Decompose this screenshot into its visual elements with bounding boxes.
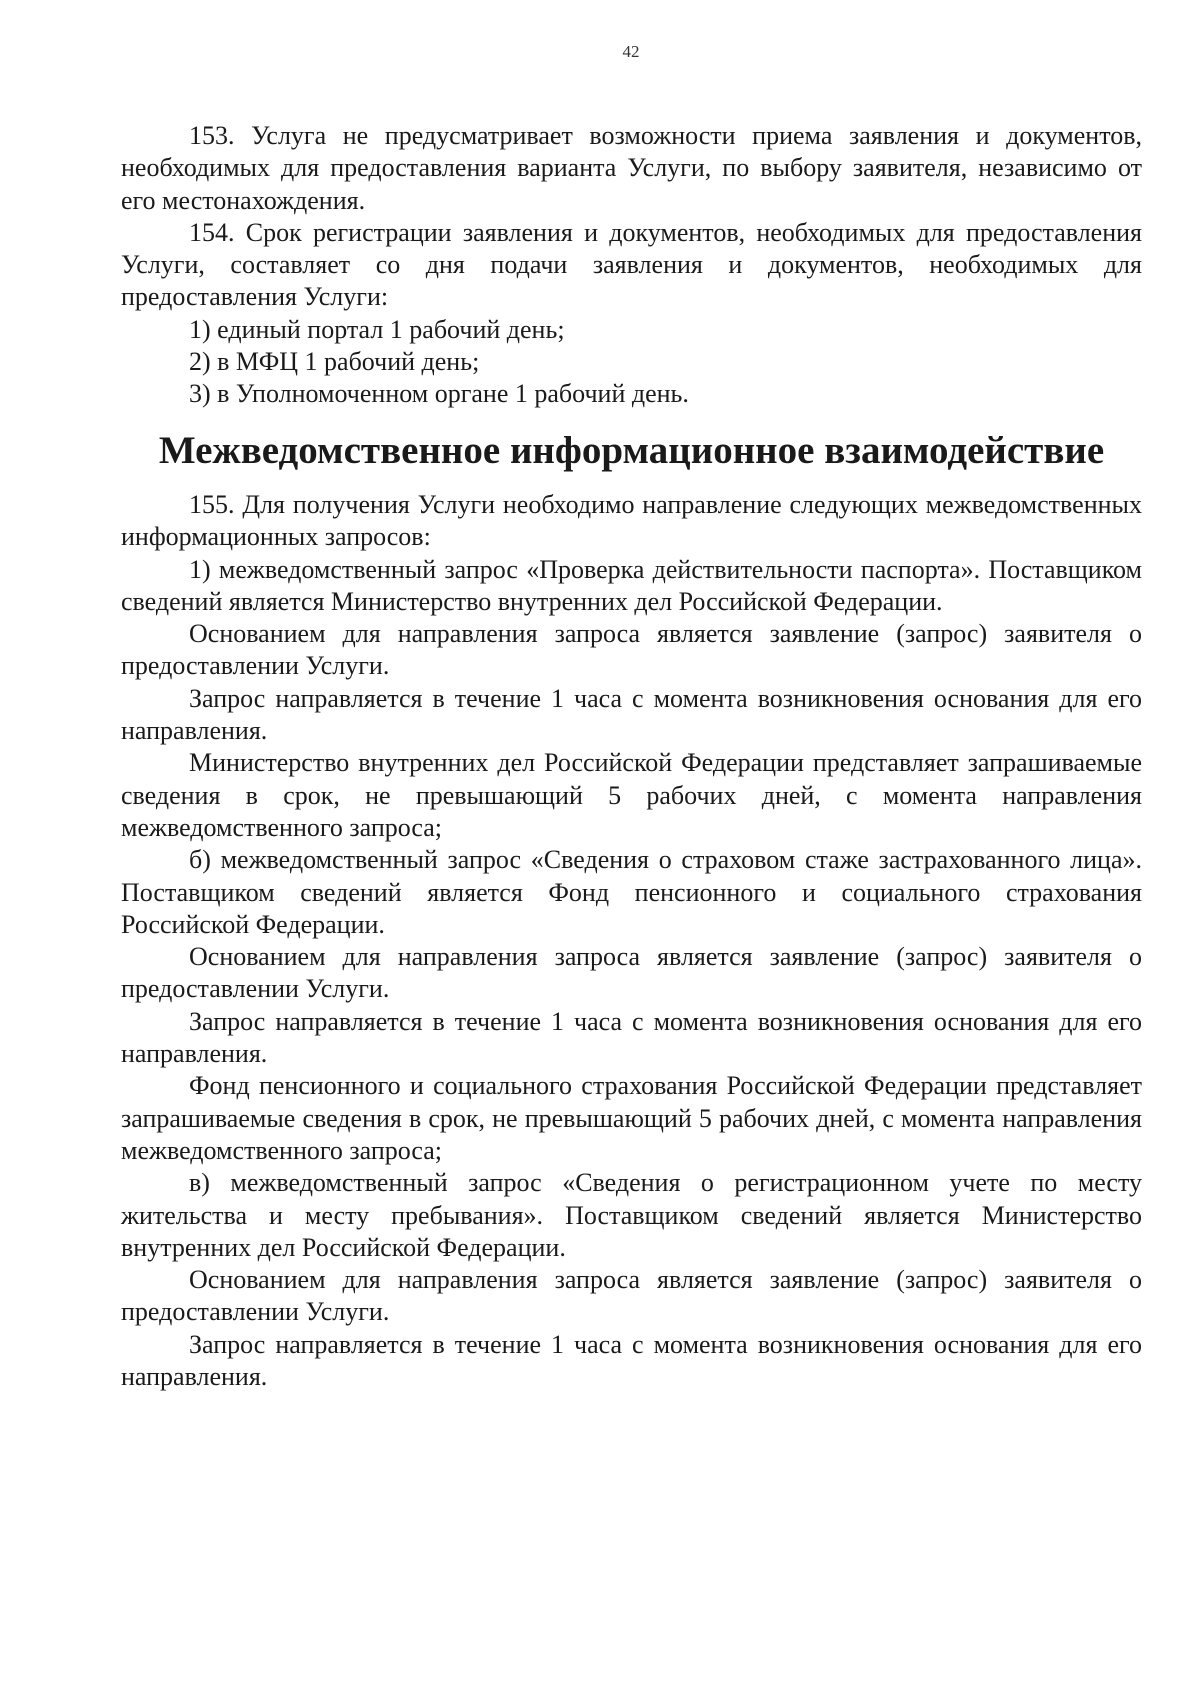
document-body xyxy=(121,120,1142,1393)
request-2-response: Фонд пенсионного и социального страхования Российской Федерации представляет запрашиваемые сведения в срок, не превышающий 5 рабочих дней, с момента направления межведомственного запроса; xyxy=(121,1071,1142,1165)
request-3-timing: Запрос направляется в течение 1 часа с момента возникновения основания для его направления. xyxy=(121,1329,1142,1391)
request-1-response: Министерство внутренних дел Российской Федерации представляет запрашиваемые сведения в срок, не превышающий 5 рабочих дней, с момента направления межведомственного запроса; xyxy=(121,748,1142,842)
page-number: 42 xyxy=(622,42,640,61)
request-1-timing: Запрос направляется в течение 1 часа с момента возникновения основания для его направления. xyxy=(121,683,1142,746)
request-2-title: б) межведомственный запрос «Сведения о страховом стаже застрахованного лица». Поставщиком сведений является Фонд пенсионного и социального страхования Российской Федерации. xyxy=(121,845,1142,939)
list-item: 3) в Уполномоченном органе 1 рабочий день. xyxy=(189,379,689,409)
list-item: 2) в МФЦ 1 рабочий день; xyxy=(189,347,480,377)
list-item: 1) единый портал 1 рабочий день; xyxy=(189,314,565,344)
request-1-title: 1) межведомственный запрос «Проверка действительности паспорта». Поставщиком сведений является Министерство внутренних дел Российской Федерации. xyxy=(121,554,1142,616)
request-1-basis: Основанием для направления запроса является заявление (запрос) заявителя о предоставлении Услуги. xyxy=(121,619,1142,681)
paragraph-154: 154. Срок регистрации заявления и документов, необходимых для предоставления Услуги, составляет со дня подачи заявления и документов, необходимых для предоставления Услуги: xyxy=(121,217,1142,312)
paragraph-153: 153. Услуга не предусматривает возможности приема заявления и документов, необходимых для предоставления варианта Услуги, по выбору заявителя, независимо от его местонахождения. xyxy=(121,121,1142,215)
request-2-timing: Запрос направляется в течение 1 часа с момента возникновения основания для его направления. xyxy=(121,1006,1142,1069)
request-3-title: в) межведомственный запрос «Сведения о регистрационном учете по месту жительства и месту пребывания». Поставщиком сведений является Министерство внутренних дел Российской Федерации. xyxy=(121,1168,1142,1262)
paragraph-155: 155. Для получения Услуги необходимо направление следующих межведомственных информационных запросов: xyxy=(121,489,1142,552)
section-heading: Межведомственное информационное взаимодействие xyxy=(158,428,1105,472)
request-2-basis: Основанием для направления запроса является заявление (запрос) заявителя о предоставлении Услуги. xyxy=(121,942,1142,1004)
request-3-basis: Основанием для направления запроса является заявление (запрос) заявителя о предоставлении Услуги. xyxy=(121,1265,1142,1327)
